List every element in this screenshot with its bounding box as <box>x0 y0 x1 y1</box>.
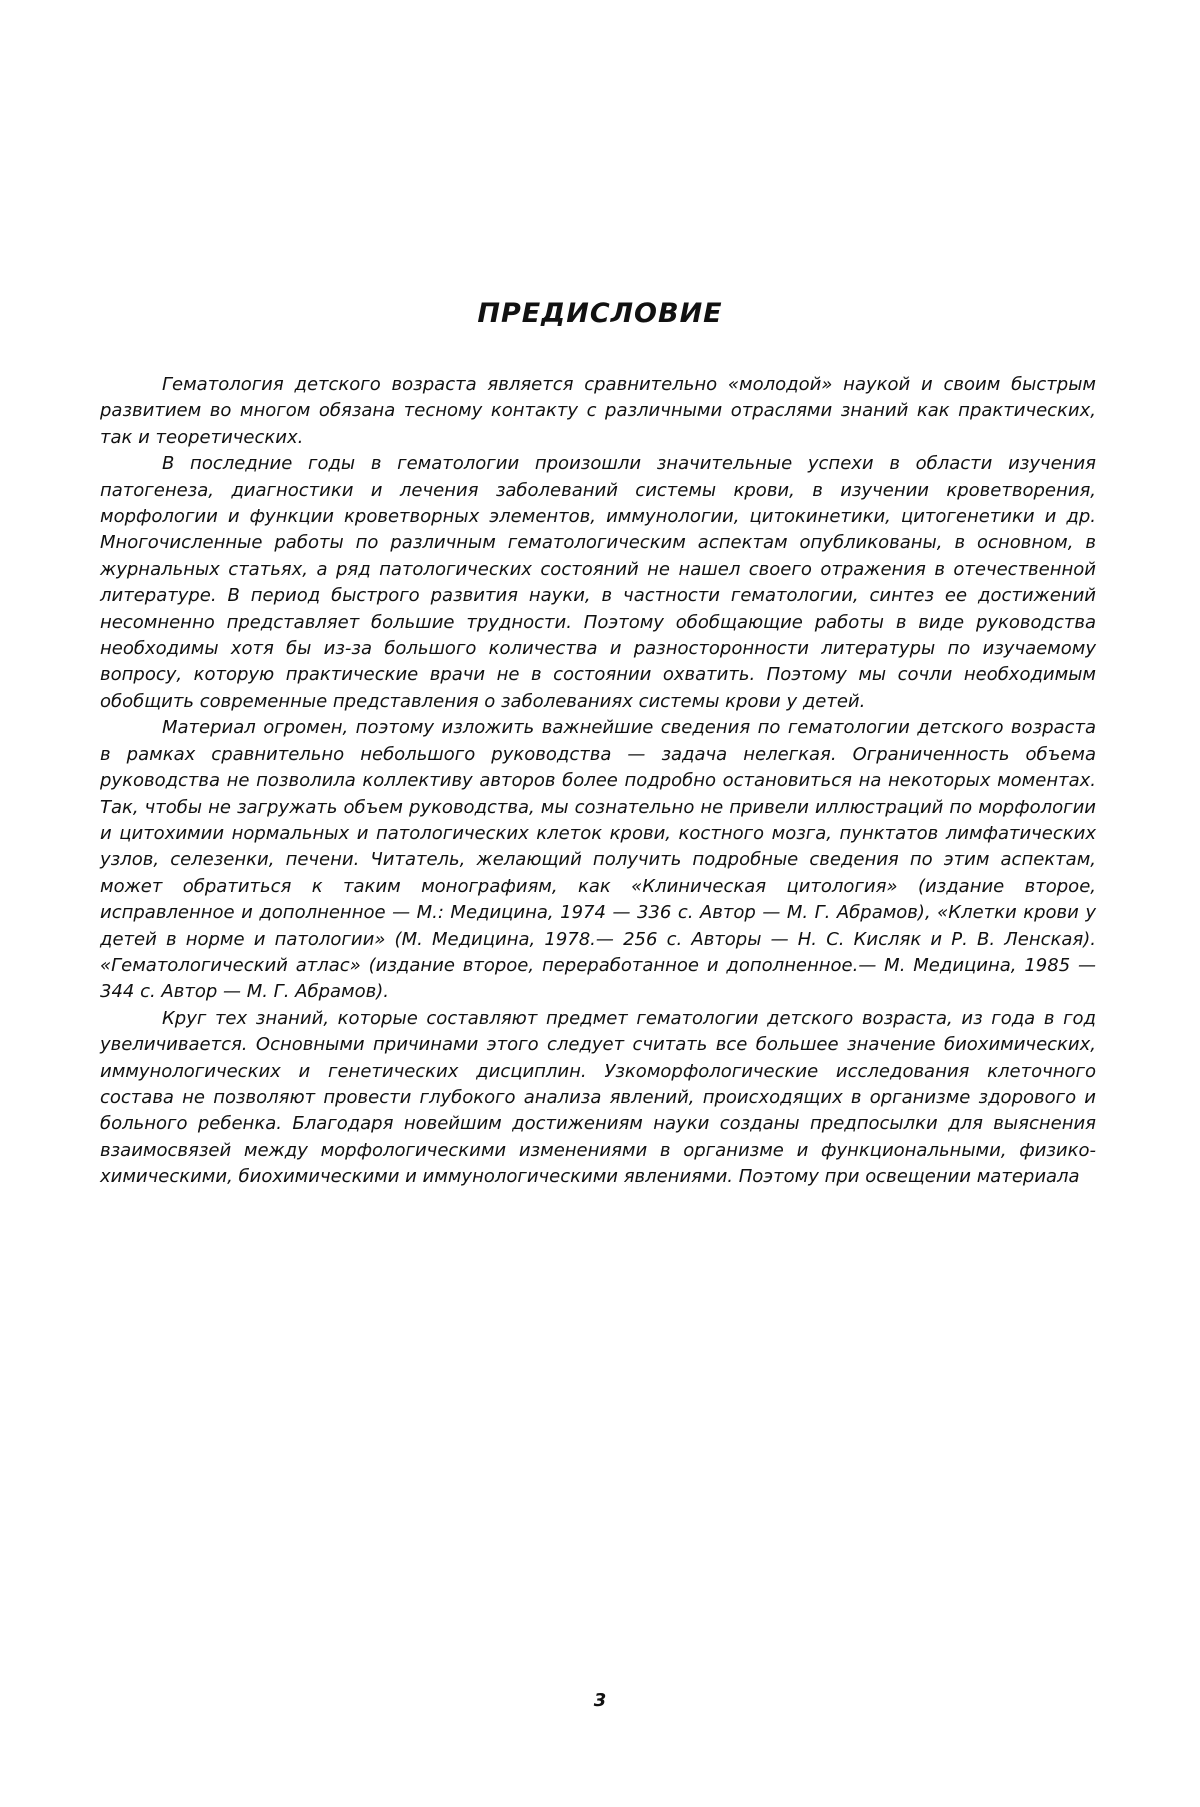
paragraph: Гематология детского возраста является сравнительно «молодой» наукой и своим быстрым развитием во многом обязана тесному контакту с различными отраслями знаний как практических, так и теоретических. <box>100 374 1096 448</box>
body-text <box>100 372 1096 1191</box>
page-title: ПРЕДИСЛОВИЕ <box>477 298 723 329</box>
paragraph: Круг тех знаний, которые составляют предмет гематологии детского возраста, из года в год увеличивается. Основными причинами этого следует считать все большее значение биохимических, иммунологических и генетических дисциплин. Узкоморфологические исследования клеточного состава не позволяют провести глубокого анализа явлений, происходящих в организме здорового и больного ребенка. Благодаря новейшим достижениям науки созданы предпосылки для выяснения взаимосвязей между морфологическими изменениями в организме и функциональными, физико-химическими, биохимическими и иммунологическими явлениями. Поэтому при освещении материала <box>100 1007 1096 1188</box>
paragraph: Материал огромен, поэтому изложить важнейшие сведения по гематологии детского возраста в рамках сравнительно небольшого руководства — задача нелегкая. Ограниченность объема руководства не позволила коллективу авторов более подробно остановиться на некоторых моментах. Так, чтобы не загружать объем руководства, мы сознательно не привели иллюстраций по морфологии и цитохимии нормальных и патологических клеток крови, костного мозга, пунктатов лимфатических узлов, селезенки, печени. Читатель, желающий получить подробные сведения по этим аспектам, может обратиться к таким монографиям, как «Клиническая цитология» (издание второе, исправленное и дополненное — М.: Медицина, 1974 — 336 с. Автор — М. Г. Абрамов), «Клетки крови у детей в норме и патологии» (М. Медицина, 1978.— 256 с. Авторы — Н. С. Кисляк и Р. В. Ленская). «Гематологический атлас» (издание второе, переработанное и дополненное.— М. Медицина, 1985 — 344 с. Автор — М. Г. Абрамов). <box>100 717 1096 1003</box>
page-number: 3 <box>593 1690 607 1711</box>
paragraph: В последние годы в гематологии произошли значительные успехи в области изучения патогенеза, диагностики и лечения заболеваний системы крови, в изучении кроветворения, морфологии и функции кроветворных элементов, иммунологии, цитокинетики, цитогенетики и др. Многочисленные работы по различным гематологическим аспектам опубликованы, в основном, в журнальных статьях, а ряд патологических состояний не нашел своего отражения в отечественной литературе. В период быстрого развития науки, в частности гематологии, синтез ее достижений несомненно представляет большие трудности. Поэтому обобщающие работы в виде руководства необходимы хотя бы из-за большого количества и разносторонности литературы по изучаемому вопросу, которую практические врачи не в состоянии охватить. Поэтому мы сочли необходимым обобщить современные представления о заболеваниях системы крови у детей. <box>100 453 1096 712</box>
